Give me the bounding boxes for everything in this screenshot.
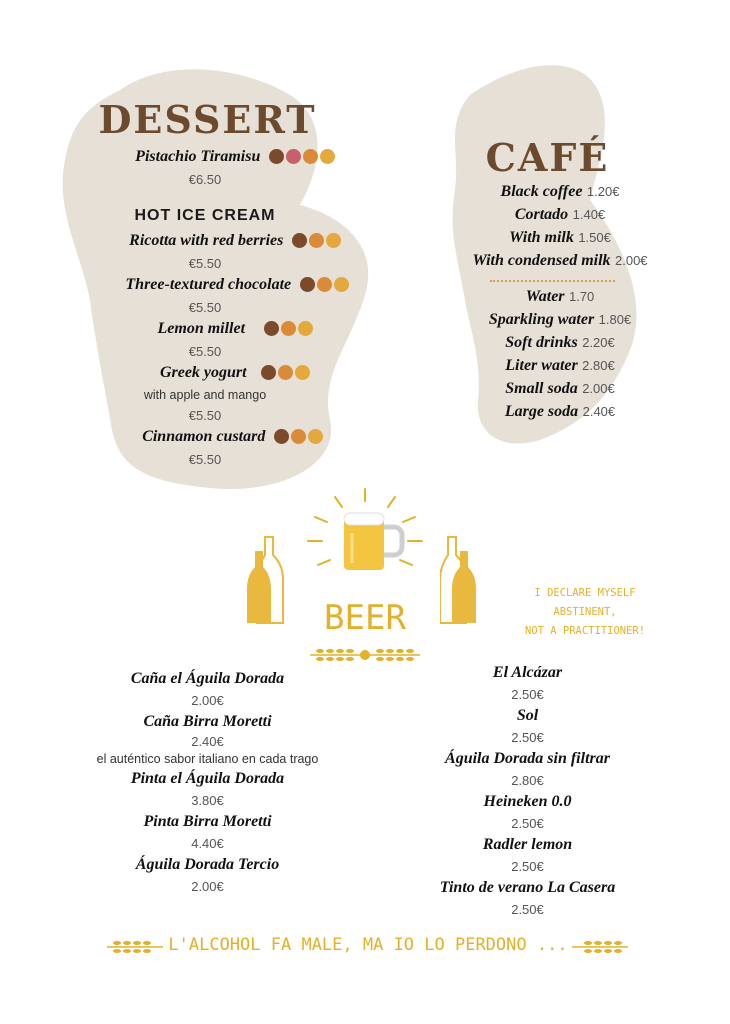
menu-item-price: €6.50 xyxy=(188,172,222,187)
menu-item-price: 2.40€ xyxy=(191,734,224,749)
beer-quote xyxy=(500,584,670,641)
allergen-icon xyxy=(264,321,279,336)
menu-item-price: €5.50 xyxy=(188,300,222,315)
footer-slogan: L'ALCOHOL FA MALE, MA IO LO PERDONO ... xyxy=(168,935,568,955)
allergen-icon xyxy=(298,321,313,336)
beer-bottle-left-icon xyxy=(245,535,290,625)
menu-item-name: Águila Dorada sin filtrar xyxy=(445,750,610,767)
menu-item-note: with apple and mango xyxy=(143,388,267,402)
menu-item-price: 2.50€ xyxy=(511,859,544,874)
cafe-title: CAFÉ xyxy=(485,135,610,180)
allergen-icon xyxy=(274,429,289,444)
menu-item-price: €5.50 xyxy=(188,452,222,467)
allergen-icons xyxy=(264,321,313,336)
menu-item-name: Pistachio Tiramisu xyxy=(135,148,261,165)
allergen-icons xyxy=(300,277,349,292)
menu-item-name: Liter water xyxy=(505,357,578,374)
cafe-item xyxy=(440,252,680,270)
allergen-icon xyxy=(281,321,296,336)
menu-item-name: Lemon millet xyxy=(157,320,246,337)
beer-quote-line: I DECLARE MYSELF ABSTINENT, xyxy=(534,587,636,618)
allergen-icon xyxy=(303,149,318,164)
menu-item-price: €5.50 xyxy=(188,408,222,423)
menu-item-price: 2.20€ xyxy=(582,335,615,350)
allergen-icon xyxy=(269,149,284,164)
menu-item-name: Water xyxy=(525,288,565,305)
allergen-icon xyxy=(334,277,349,292)
cafe-item xyxy=(450,288,670,306)
cafe-item xyxy=(450,229,670,247)
menu-item-name: Ricotta with red berries xyxy=(129,232,284,249)
allergen-icon xyxy=(286,149,301,164)
dessert-item-cinnamon xyxy=(115,428,350,446)
menu-item-price: 1.70 xyxy=(568,289,595,304)
menu-item-price: €5.50 xyxy=(188,344,222,359)
allergen-icon xyxy=(300,277,315,292)
menu-item-price: 2.80€ xyxy=(582,358,615,373)
beer-bottle-right-icon xyxy=(440,535,485,625)
beer-quote-line: NOT A PRACTITIONER! xyxy=(524,625,646,637)
menu-item-name: Águila Dorada Tercio xyxy=(135,856,280,873)
hot-ice-cream-heading: HOT ICE CREAM xyxy=(134,207,276,224)
dessert-title: DESSERT xyxy=(98,97,317,142)
allergen-icon xyxy=(308,429,323,444)
cafe-item xyxy=(450,311,670,329)
cafe-item xyxy=(450,334,670,352)
menu-item-price: 2.00€ xyxy=(191,879,224,894)
menu-item-price: 2.50€ xyxy=(511,730,544,745)
menu-item-name: Pinta Birra Moretti xyxy=(143,813,272,830)
menu-item-name: Cinnamon custard xyxy=(142,428,266,445)
beer-list-left xyxy=(60,668,355,897)
menu-item-price: 2.40€ xyxy=(582,404,616,419)
menu-item-price: 2.00€ xyxy=(582,381,615,396)
cafe-item xyxy=(450,380,670,398)
allergen-icons xyxy=(269,149,335,164)
beer-title: BEER xyxy=(324,598,406,638)
allergen-icon xyxy=(261,365,276,380)
menu-item-price: 1.50€ xyxy=(578,230,611,245)
menu-item-name: Small soda xyxy=(505,380,578,397)
cafe-item xyxy=(450,206,670,224)
wheat-right-icon xyxy=(570,938,630,956)
menu-item-name: Greek yogurt xyxy=(159,364,247,381)
menu-item-name: Caña el Águila Dorada xyxy=(130,670,285,687)
menu-item-name: Tinto de verano La Casera xyxy=(439,879,616,896)
menu-item-price: 3.80€ xyxy=(191,793,224,808)
cafe-item xyxy=(450,183,670,201)
menu-item-name: El Alcázar xyxy=(492,664,563,681)
menu-item-name: Pinta el Águila Dorada xyxy=(130,770,285,787)
menu-item-price: 2.80€ xyxy=(511,773,544,788)
menu-item-name: Caña Birra Moretti xyxy=(143,713,272,730)
beer-mug-icon xyxy=(300,485,430,585)
menu-item-name: Soft drinks xyxy=(505,334,578,351)
dessert-item-lemon-millet xyxy=(120,320,350,338)
allergen-icon xyxy=(295,365,310,380)
menu-item-name: Cortado xyxy=(514,206,569,223)
menu-item-price: 1.80€ xyxy=(598,312,632,327)
menu-item-price: 4.40€ xyxy=(191,836,224,851)
menu-item-name: Sol xyxy=(516,707,539,724)
dessert-item-ricotta xyxy=(110,232,360,250)
menu-item-name: Large soda xyxy=(504,403,579,420)
dessert-item-greek-yogurt xyxy=(120,364,350,382)
allergen-icons xyxy=(261,365,310,380)
allergen-icon xyxy=(291,429,306,444)
allergen-icon xyxy=(320,149,335,164)
allergen-icons xyxy=(274,429,323,444)
menu-item-price: 2.00€ xyxy=(191,693,224,708)
beer-list-right xyxy=(400,662,655,920)
allergen-icon xyxy=(309,233,324,248)
cafe-item xyxy=(450,403,670,421)
menu-item-name: With condensed milk xyxy=(472,252,611,269)
menu-item-price: 2.50€ xyxy=(511,902,544,917)
menu-item-price: 2.50€ xyxy=(511,687,544,702)
cafe-divider xyxy=(490,280,615,282)
menu-item-name: Heineken 0.0 xyxy=(483,793,572,810)
wheat-left-icon xyxy=(105,938,165,956)
allergen-icon xyxy=(326,233,341,248)
menu-item-name: Sparkling water xyxy=(488,311,595,328)
allergen-icon xyxy=(317,277,332,292)
menu-item-price: 1.20€ xyxy=(586,184,620,199)
cafe-item xyxy=(450,357,670,375)
menu-item-note: el auténtico sabor italiano en cada trago xyxy=(96,752,319,766)
menu-item-price: 2.00€ xyxy=(615,253,648,268)
menu-item-name: Three-textured chocolate xyxy=(125,276,292,293)
dessert-item-pistachio xyxy=(100,148,370,166)
menu-item-name: With milk xyxy=(509,229,574,246)
menu-item-price: €5.50 xyxy=(188,256,222,271)
allergen-icon xyxy=(292,233,307,248)
menu-item-name: Black coffee xyxy=(500,183,583,200)
allergen-icons xyxy=(292,233,341,248)
menu-item-name: Radler lemon xyxy=(482,836,573,853)
dessert-item-chocolate xyxy=(112,276,362,294)
allergen-icon xyxy=(278,365,293,380)
menu-item-price: 2.50€ xyxy=(511,816,544,831)
menu-item-price: 1.40€ xyxy=(572,207,606,222)
